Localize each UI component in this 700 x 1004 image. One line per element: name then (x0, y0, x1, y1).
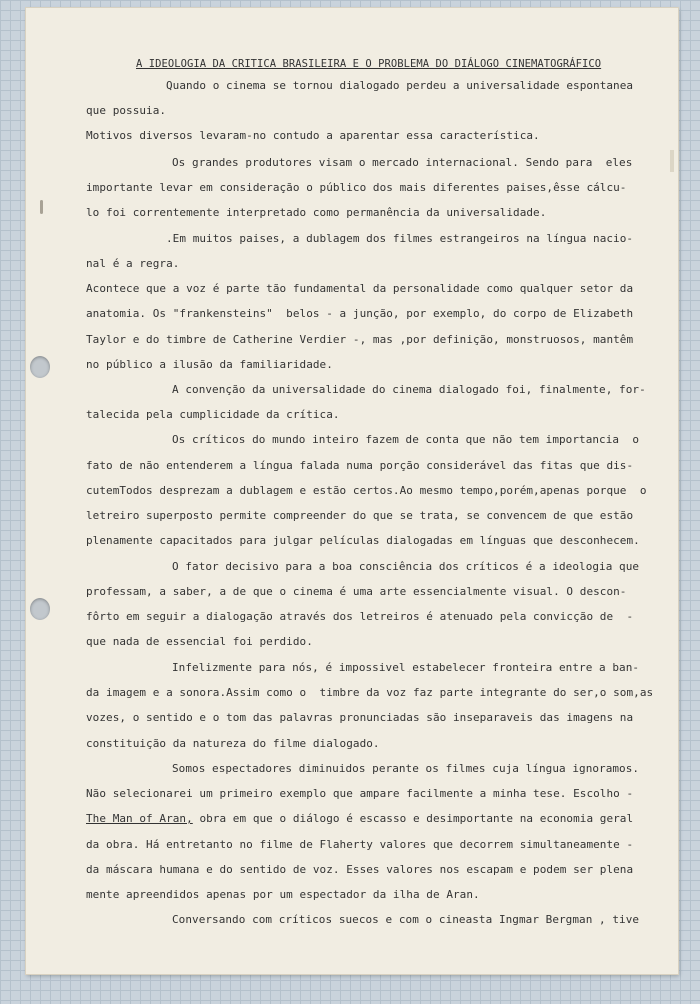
punch-hole (30, 356, 50, 378)
text-line: importante levar em consideração o público dos mais diferentes paises,êsse cálcu- (86, 181, 627, 194)
text-line: O fator decisivo para a boa consciência dos críticos é a ideologia que (172, 560, 640, 573)
text-line: que possuia. (86, 104, 167, 117)
text-line: Taylor e do timbre de Catherine Verdier -, mas ,por definição, monstruosos, mantêm (86, 333, 634, 346)
text-line: Acontece que a voz é parte tão fundamental da personalidade como qualquer setor da (86, 282, 634, 295)
text-line: anatomia. Os "frankensteins" belos - a junção, por exemplo, do corpo de Elizabeth (86, 307, 634, 320)
text-line: Não selecionarei um primeiro exemplo que ampare facilmente a minha tese. Escolho - (86, 787, 634, 800)
film-title: The Man of Aran, (86, 812, 193, 825)
text-line: constituição da natureza do filme dialogado. (86, 737, 380, 750)
text-line (86, 812, 633, 826)
punch-hole (30, 598, 50, 620)
text-line: da máscara humana e do sentido de voz. Esses valores nos escapam e podem ser plena (86, 863, 634, 876)
text-line: que nada de essencial foi perdido. (86, 635, 313, 648)
text-line: no público a ilusão da familiaridade. (86, 358, 333, 371)
text-line: fôrto em seguir a dialogação através dos letreiros é atenuado pela convicção de - (86, 610, 634, 623)
text-line: cutemTodos desprezam a dublagem e estão certos.Ao mesmo tempo,porém,apenas porque o (86, 484, 647, 497)
text-line-rest: obra em que o diálogo é escasso e desimportante na economia geral (192, 812, 634, 825)
text-line: vozes, o sentido e o tom das palavras pronunciadas são inseparaveis das imagens na (86, 711, 634, 724)
paper-mark (40, 200, 43, 214)
paper-mark (670, 150, 674, 172)
text-line: da obra. Há entretanto no filme de Flaherty valores que decorrem simultaneamente - (86, 838, 634, 851)
text-line: Conversando com críticos suecos e com o cineasta Ingmar Bergman , tive (172, 913, 640, 926)
text-line: .Em muitos paises, a dublagem dos filmes estrangeiros na língua nacio- (166, 232, 634, 245)
text-line: da imagem e a sonora.Assim como o timbre da voz faz parte integrante do ser,o som,as (86, 686, 654, 699)
text-line: letreiro superposto permite compreender do que se trata, se convencem de que estão (86, 509, 634, 522)
text-line: A convenção da universalidade do cinema dialogado foi, finalmente, for- (172, 383, 646, 396)
text-line: mente apreendidos apenas por um espectador da ilha de Aran. (86, 888, 480, 901)
text-line: talecida pela cumplicidade da crítica. (86, 408, 340, 421)
text-line: Motivos diversos levaram-no contudo a aparentar essa característica. (86, 129, 540, 142)
text-line: Os críticos do mundo inteiro fazem de conta que não tem importancia o (172, 433, 640, 446)
text-line: Quando o cinema se tornou dialogado perdeu a universalidade espontanea (166, 79, 634, 92)
text-line: lo foi correntemente interpretado como permanência da universalidade. (86, 206, 547, 219)
text-line: Infelizmente para nós, é impossivel estabelecer fronteira entre a ban- (172, 661, 640, 674)
text-line: nal é a regra. (86, 257, 180, 270)
text-line: fato de não entenderem a língua falada numa porção considerável das fitas que dis- (86, 459, 634, 472)
text-line: Os grandes produtores visam o mercado internacional. Sendo para eles (172, 156, 633, 169)
document-title: A IDEOLOGIA DA CRITICA BRASILEIRA E O PROBLEMA DO DIÁLOGO CINEMATOGRÁFICO (136, 58, 602, 70)
text-line: plenamente capacitados para julgar películas dialogadas em línguas que desconhecem. (86, 534, 640, 547)
text-line: Somos espectadores diminuidos perante os filmes cuja língua ignoramos. (172, 762, 640, 775)
text-line: professam, a saber, a de que o cinema é uma arte essencialmente visual. O descon- (86, 585, 627, 598)
